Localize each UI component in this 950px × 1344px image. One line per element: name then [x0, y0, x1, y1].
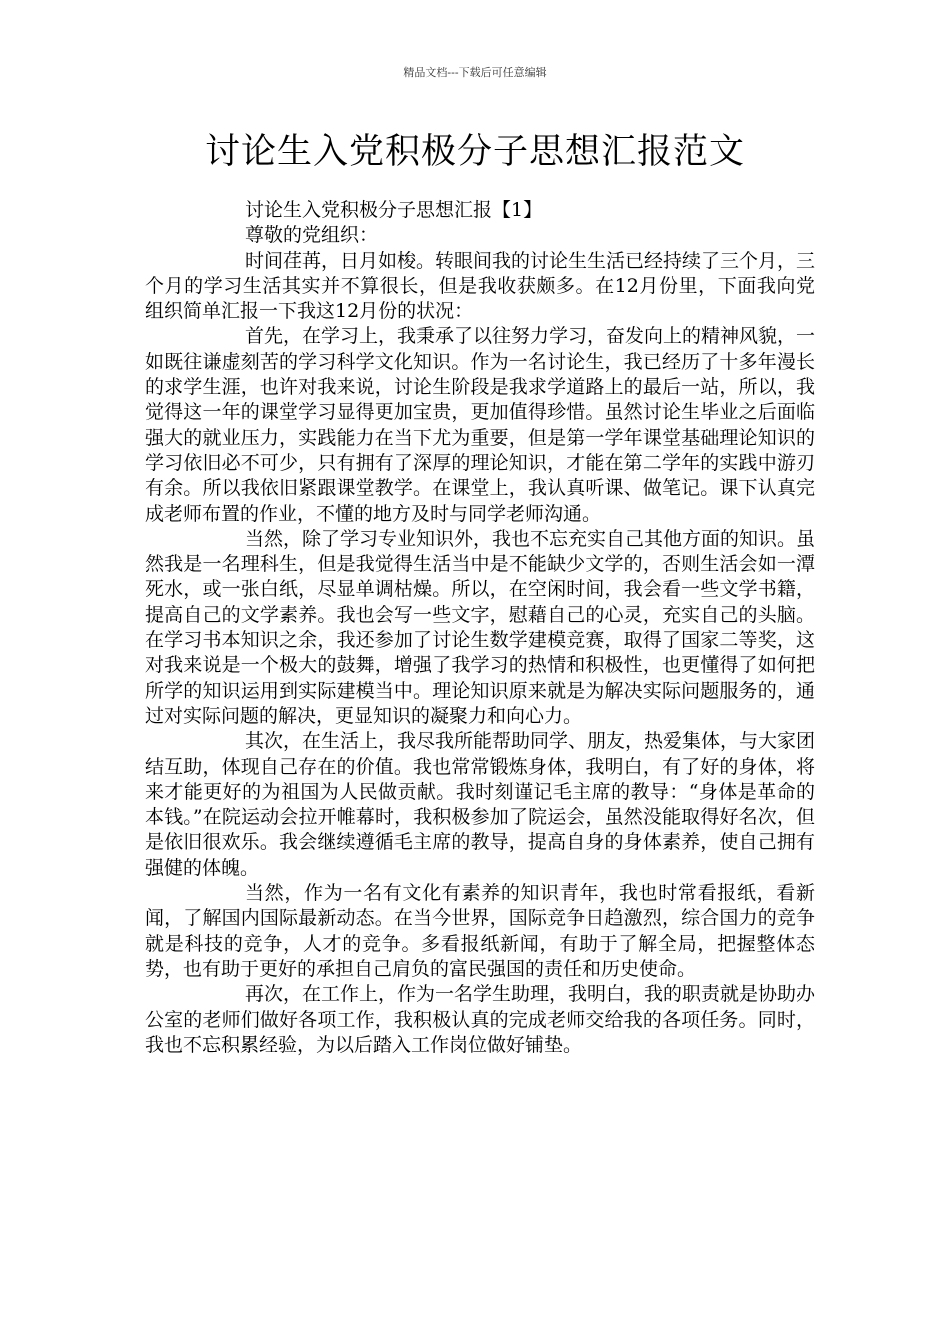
- paragraph-knowledge: 当然，除了学习专业知识外，我也不忘充实自己其他方面的知识。虽然我是一名理科生，但是我觉得生活当中是不能缺少文学的，否则生活会如一潭死水，或一张白纸，尽显单调枯燥。所以，在空闲时间，我会看一些文学书籍，提高自己的文学素养。我也会写一些文字，慰藉自己的心灵，充实自己的头脑。在学习书本知识之余，我还参加了讨论生数学建模竞赛，取得了国家二等奖，这对我来说是一个极大的鼓舞，增强了我学习的热情和积极性，也更懂得了如何把所学的知识运用到实际建模当中。理论知识原来就是为解决实际问题服务的，通过对实际问题的解决，更显知识的凝聚力和向心力。: [145, 527, 816, 727]
- paragraph-news: 当然，作为一名有文化有素养的知识青年，我也时常看报纸，看新闻，了解国内国际最新动态。在当今世界，国际竞争日趋激烈，综合国力的竞争就是科技的竞争，人才的竞争。多看报纸新闻，有助于了解全局，把握整体态势，也有助于更好的承担自己肩负的富民强国的责任和历史使命。: [145, 882, 815, 980]
- paragraph-life: 其次，在生活上，我尽我所能帮助同学、朋友，热爱集体，与大家团结互助，体现自己存在的价值。我也常常锻炼身体，我明白，有了好的身体，将来才能更好的为祖国为人民做贡献。我时刻谨记毛主席的教导：“身体是革命的本钱。”在院运动会拉开帷幕时，我积极参加了院运会，虽然没能取得好名次，但是依旧很欢乐。我会继续遵循毛主席的教导，提高自身的身体素养，使自己拥有强健的体魄。: [145, 730, 816, 879]
- document-title: 讨论生入党积极分子思想汇报范文: [204, 132, 745, 172]
- section-heading: 讨论生入党积极分子思想汇报【1】: [245, 199, 543, 221]
- paragraph-study: 首先，在学习上，我秉承了以往努力学习，奋发向上的精神风貌，一如既往谦虚刻苦的学习科学文化知识。作为一名讨论生，我已经历了十多年漫长的求学生涯，也许对我来说，讨论生阶段是我求学道路上的最后一站，所以，我觉得这一年的课堂学习显得更加宝贵，更加值得珍惜。虽然讨论生毕业之后面临强大的就业压力，实践能力在当下尤为重要，但是第一学年课堂基础理论知识的学习依旧必不可少，只有拥有了深厚的理论知识，才能在第二学年的实践中游刃有余。所以我依旧紧跟课堂教学。在课堂上，我认真听课、做笔记。课下认真完成老师布置的作业，不懂的地方及时与同学老师沟通。: [145, 325, 816, 525]
- header-note: 精品文档---下载后可任意编辑: [403, 66, 547, 79]
- paragraph-intro: 时间荏苒，日月如梭。转眼间我的讨论生生活已经持续了三个月，三个月的学习生活其实并不算很长，但是我收获颇多。在12月份里，下面我向党组织简单汇报一下我这12月份的状况：: [145, 249, 816, 323]
- salutation: 尊敬的党组织：: [245, 224, 379, 247]
- paragraph-work: 再次，在工作上，作为一名学生助理，我明白，我的职责就是协助办公室的老师们做好各项工作，我积极认真的完成老师交给我的各项任务。同时，我也不忘积累经验，为以后踏入工作岗位做好铺垫。: [145, 983, 816, 1056]
- document-body: [145, 198, 815, 1058]
